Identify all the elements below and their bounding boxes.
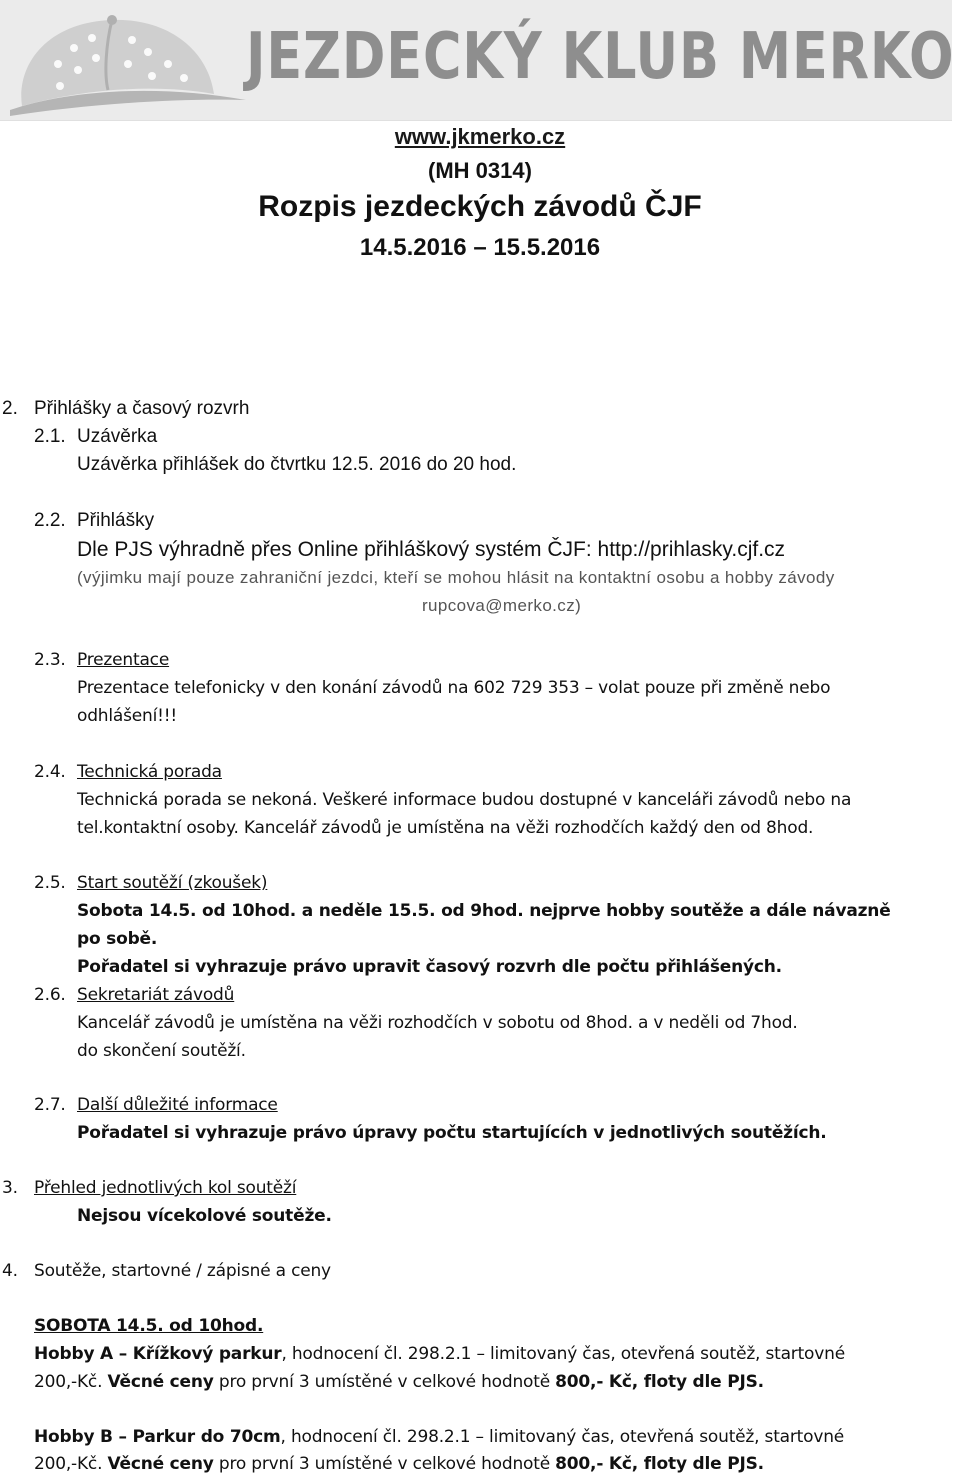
section-2-7-title: Další důležité informace (77, 1095, 278, 1115)
section-2-4-title: Technická porada (77, 762, 222, 782)
hobby-b-prizes-text: pro první 3 umístěné v celkové hodnotě (213, 1454, 556, 1474)
hobby-a-line1 (34, 1344, 845, 1364)
section-2-4-number: 2.4. (34, 762, 66, 782)
section-2-3-number: 2.3. (34, 650, 66, 670)
technical-meeting-line1: Technická porada se nekoná. Veškeré informace budou dostupné v kanceláři závodů nebo na (77, 790, 852, 810)
secretariat-line1: Kancelář závodů je umístěna na věži rozhodčích v sobotu od 8hod. a v neděli od 7hod. (77, 1013, 798, 1033)
hobby-a-fee: 200,-Kč. (34, 1372, 108, 1392)
rounds-text: Nejsou vícekolové soutěže. (77, 1206, 332, 1226)
document-title: Rozpis jezdeckých závodů ČJF (258, 190, 702, 223)
section-2-6-title: Sekretariát závodů (77, 985, 235, 1005)
hobby-a-name: Hobby A – Křížkový parkur (34, 1344, 282, 1364)
other-info-text: Pořadatel si vyhrazuje právo úpravy počtu startujících v jednotlivých soutěžích. (77, 1123, 827, 1143)
event-dates: 14.5.2016 – 15.5.2016 (359, 234, 601, 261)
section-4-number: 4. (2, 1261, 18, 1281)
section-2-number: 2. (2, 398, 18, 419)
hobby-b-prizes-label: Věcné ceny (107, 1454, 214, 1474)
secretariat-line2: do skončení soutěží. (77, 1041, 246, 1061)
event-code: (MH 0314) (428, 158, 532, 183)
hobby-b-prizes-value: 800,- Kč, floty dle PJS. (555, 1454, 764, 1474)
hobby-a-prizes-value: 800,- Kč, floty dle PJS. (555, 1372, 764, 1392)
section-2-5-title: Start soutěží (zkoušek) (77, 873, 268, 893)
header-banner (0, 0, 955, 121)
hobby-a-prizes-text: pro první 3 umístěné v celkové hodnotě (213, 1372, 556, 1392)
riding-helmet-logo (8, 4, 248, 116)
technical-meeting-line2: tel.kontaktní osoby. Kancelář závodů je umístěna na věži rozhodčích každý den od 8hod. (77, 818, 814, 838)
hobby-a-prizes-label: Věcné ceny (107, 1372, 214, 1392)
hobby-b-line1 (34, 1427, 844, 1447)
section-2-1-number: 2.1. (34, 426, 66, 447)
hobby-b-fee: 200,-Kč. (34, 1454, 108, 1474)
section-2-title: Přihlášky a časový rozvrh (34, 398, 250, 419)
section-2-7-number: 2.7. (34, 1095, 66, 1115)
section-2-6-number: 2.6. (34, 985, 66, 1005)
start-schedule-note: Pořadatel si vyhrazuje právo upravit časový rozvrh dle počtu přihlášených. (77, 957, 782, 977)
club-name: JEZDECKÝ KLUB MERKO (246, 20, 955, 94)
hobby-b-rules: , hodnocení čl. 298.2.1 – limitovaný čas, otevřená soutěž, startovné (280, 1427, 845, 1447)
hobby-a-rules: , hodnocení čl. 298.2.1 – limitovaný čas, otevřená soutěž, startovné (281, 1344, 845, 1364)
start-schedule-line1: Sobota 14.5. od 10hod. a neděle 15.5. od 9hod. nejprve hobby soutěže a dále návazně (77, 901, 891, 921)
hobby-b-name: Hobby B – Parkur do 70cm (34, 1427, 281, 1447)
hobby-b-line2 (34, 1454, 764, 1474)
section-4-title: Soutěže, startovné / zápisné a ceny (34, 1261, 331, 1281)
section-2-3-title: Prezentace (77, 650, 170, 670)
website-link[interactable]: www.jkmerko.cz (394, 124, 566, 149)
section-2-1-title: Uzávěrka (77, 426, 158, 447)
hobby-a-line2 (34, 1372, 764, 1392)
contact-email[interactable]: rupcova@merko.cz) (422, 596, 582, 615)
section-2-2-number: 2.2. (34, 510, 66, 531)
section-2-5-number: 2.5. (34, 873, 66, 893)
section-3-title: Přehled jednotlivých kol soutěží (34, 1178, 297, 1198)
presentation-text-line2: odhlášení!!! (77, 706, 177, 726)
section-3-number: 3. (2, 1178, 18, 1198)
start-schedule-line2: po sobě. (77, 929, 158, 949)
deadline-text: Uzávěrka přihlášek do čtvrtku 12.5. 2016 do 20 hod. (77, 454, 517, 475)
entries-online-text: Dle PJS výhradně přes Online přihláškový systém ČJF: http://prihlasky.cjf.cz (77, 538, 786, 561)
entries-exception-text: (výjimku mají pouze zahraniční jezdci, kteří se mohou hlásit na kontaktní osobu a hobby závody (77, 568, 835, 587)
presentation-text-line1: Prezentace telefonicky v den konání závodů na 602 729 353 – volat pouze při změně nebo (77, 678, 831, 698)
saturday-heading: SOBOTA 14.5. od 10hod. (34, 1316, 264, 1336)
section-2-2-title: Přihlášky (77, 510, 155, 531)
